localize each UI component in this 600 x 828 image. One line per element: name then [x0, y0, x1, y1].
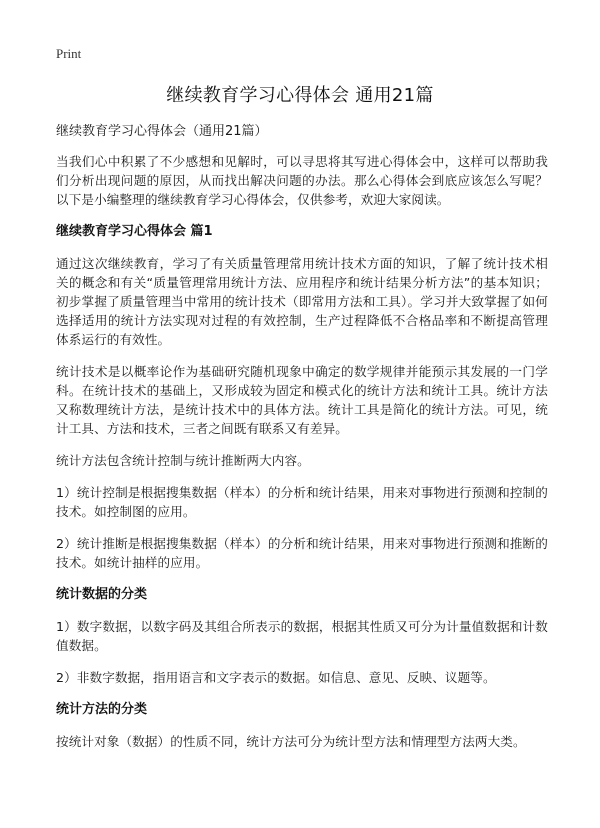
- section-heading-1: 继续教育学习心得体会 篇1: [56, 224, 213, 239]
- document-body: [56, 121, 548, 764]
- print-label: Print: [56, 46, 82, 61]
- section-heading-2: 统计数据的分类: [56, 587, 148, 602]
- section1-paragraph-4: 1）统计控制是根据搜集数据（样本）的分析和统计结果，用来对事物进行预测和控制的技术。如控制图的应用。: [56, 485, 548, 519]
- section1-paragraph-1: 通过这次继续教育，学习了有关质量管理常用统计技术方面的知识，了解了统计技术相关的概念和有关“质量管理常用统计方法、应用程序和统计结果分析方法”的基本知识；初步掌握了质量管理当中常用的统计技术（即常用方法和工具）。学习并大致掌握了如何选择适用的统计方法实现对过程的有效控制，生产过程降低不合格品率和不断提高管理体系运行的有效性。: [56, 256, 548, 347]
- document-subtitle: 继续教育学习心得体会（通用21篇）: [56, 124, 268, 139]
- section1-paragraph-3: 统计方法包含统计控制与统计推断两大内容。: [56, 453, 310, 468]
- section2-paragraph-1: 1）数字数据，以数字码及其组合所表示的数据，根据其性质又可分为计量值数据和计数值数据。: [56, 619, 548, 653]
- section2-paragraph-2: 2）非数字数据，指用语言和文字表示的数据。如信息、意见、反映、议题等。: [56, 670, 496, 685]
- section1-paragraph-2: 统计技术是以概率论作为基础研究随机现象中确定的数学规律并能预示其发展的一门学科。在统计技术的基础上，又形成较为固定和模式化的统计方法和统计工具。统计方法又称数理统计方法，是统计技术中的具体方法。统计工具是简化的统计方法。可见，统计工具、方法和技术，三者之间既有联系又有差异。: [56, 364, 548, 436]
- section3-paragraph-1: 按统计对象（数据）的性质不同，统计方法可分为统计型方法和情理型方法两大类。: [56, 734, 526, 749]
- section1-paragraph-5: 2）统计推断是根据搜集数据（样本）的分析和统计结果，用来对事物进行预测和推断的技术。如统计抽样的应用。: [56, 536, 548, 570]
- intro-paragraph: 当我们心中积累了不少感想和见解时，可以寻思将其写进心得体会中，这样可以帮助我们分析出现问题的原因，从而找出解决问题的办法。那么心得体会到底应该怎么写呢？以下是小编整理的继续教育学习心得体会，仅供参考，欢迎大家阅读。: [56, 154, 548, 207]
- document-title: 继续教育学习心得体会 通用21篇: [166, 85, 434, 106]
- section-heading-3: 统计方法的分类: [56, 702, 148, 717]
